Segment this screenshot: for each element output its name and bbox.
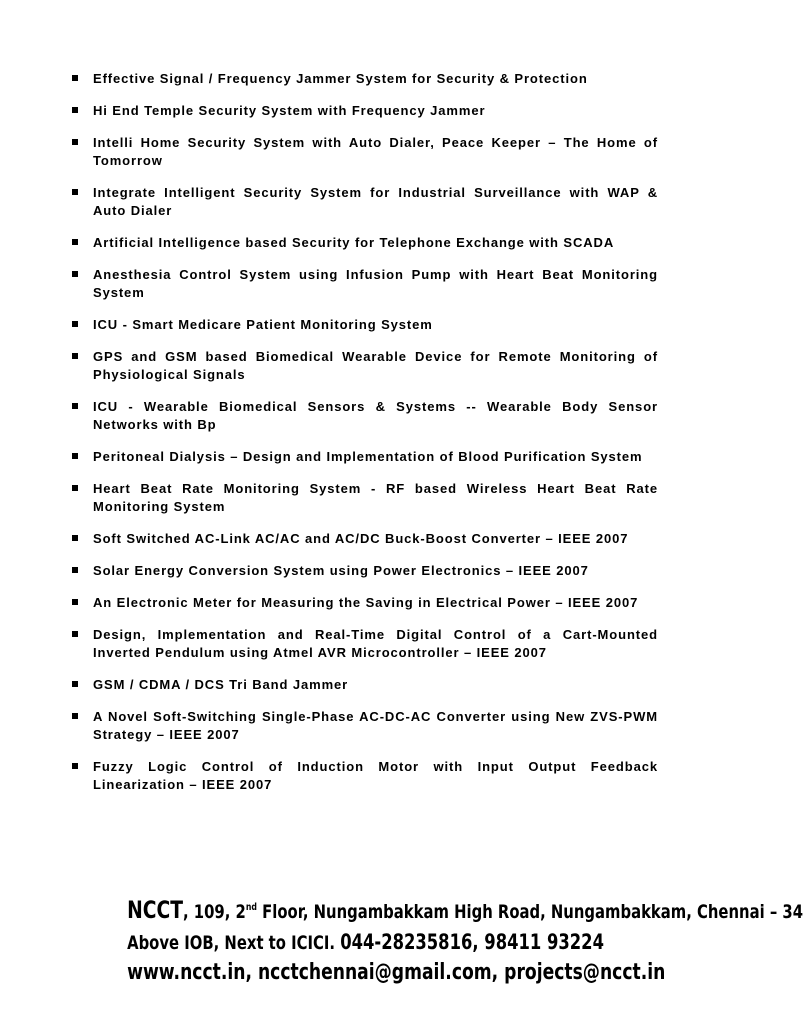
- square-bullet-icon: [72, 239, 78, 245]
- square-bullet-icon: [72, 599, 78, 605]
- list-item: [72, 480, 658, 516]
- square-bullet-icon: [72, 453, 78, 459]
- list-item-text: Solar Energy Conversion System using Power Electronics – IEEE 2007: [93, 563, 589, 578]
- list-item-text: Peritoneal Dialysis – Design and Implementation of Blood Purification System: [93, 449, 643, 464]
- list-item-text: GPS and GSM based Biomedical Wearable Device for Remote Monitoring of Physiological Signals: [93, 349, 658, 382]
- company-name: NCCT: [127, 896, 184, 924]
- square-bullet-icon: [72, 321, 78, 327]
- list-item: [72, 266, 658, 302]
- square-bullet-icon: [72, 353, 78, 359]
- list-item: [72, 234, 658, 252]
- list-item-text: GSM / CDMA / DCS Tri Band Jammer: [93, 677, 349, 692]
- list-item-text: A Novel Soft-Switching Single-Phase AC-DC-AC Converter using New ZVS-PWM Strategy – IEEE 2007: [93, 709, 658, 742]
- list-item-text: Fuzzy Logic Control of Induction Motor with Input Output Feedback Linearization – IEEE 2007: [93, 759, 658, 792]
- list-item: [72, 348, 658, 384]
- square-bullet-icon: [72, 535, 78, 541]
- list-item: [72, 184, 658, 220]
- square-bullet-icon: [72, 189, 78, 195]
- square-bullet-icon: [72, 763, 78, 769]
- list-item-text: Intelli Home Security System with Auto Dialer, Peace Keeper – The Home of Tomorrow: [93, 135, 658, 168]
- footer-web-line: www.ncct.in, ncctchennai@gmail.com, projects@ncct.in: [127, 960, 666, 985]
- square-bullet-icon: [72, 631, 78, 637]
- list-item-text: Artificial Intelligence based Security for Telephone Exchange with SCADA: [93, 235, 615, 250]
- square-bullet-icon: [72, 139, 78, 145]
- address-part-a: , 109, 2: [183, 901, 246, 923]
- list-item: [72, 134, 658, 170]
- list-item-text: Effective Signal / Frequency Jammer System for Security & Protection: [93, 71, 588, 86]
- list-item: [72, 758, 658, 794]
- project-list: [72, 70, 658, 808]
- list-item: [72, 676, 658, 694]
- list-item-text: Integrate Intelligent Security System for Industrial Surveillance with WAP & Auto Dialer: [93, 185, 658, 218]
- list-item: [72, 70, 658, 88]
- list-item-text: ICU - Smart Medicare Patient Monitoring System: [93, 317, 433, 332]
- square-bullet-icon: [72, 271, 78, 277]
- square-bullet-icon: [72, 485, 78, 491]
- square-bullet-icon: [72, 567, 78, 573]
- list-item: [72, 530, 658, 548]
- square-bullet-icon: [72, 713, 78, 719]
- square-bullet-icon: [72, 107, 78, 113]
- list-item: [72, 316, 658, 334]
- list-item: [72, 398, 658, 434]
- list-item: [72, 562, 658, 580]
- address-part-b: Floor, Nungambakkam High Road, Nungambakkam, Chennai – 34: [256, 901, 803, 923]
- list-item: [72, 102, 658, 120]
- square-bullet-icon: [72, 403, 78, 409]
- footer-address-line: [127, 895, 803, 927]
- list-item: [72, 594, 658, 612]
- phone-numbers: 044-28235816, 98411 93224: [340, 930, 604, 954]
- landmark-text: Above IOB, Next to ICICI.: [127, 932, 341, 954]
- square-bullet-icon: [72, 681, 78, 687]
- list-item-text: Heart Beat Rate Monitoring System - RF based Wireless Heart Beat Rate Monitoring System: [93, 481, 658, 514]
- list-item: [72, 626, 658, 662]
- square-bullet-icon: [72, 75, 78, 81]
- list-item-text: ICU - Wearable Biomedical Sensors & Systems -- Wearable Body Sensor Networks with Bp: [93, 399, 658, 432]
- list-item: [72, 448, 658, 466]
- list-item-text: Soft Switched AC-Link AC/AC and AC/DC Buck-Boost Converter – IEEE 2007: [93, 531, 629, 546]
- list-item-text: An Electronic Meter for Measuring the Saving in Electrical Power – IEEE 2007: [93, 595, 639, 610]
- list-item: [72, 708, 658, 744]
- floor-superscript: nd: [245, 902, 257, 913]
- footer-landmark-line: [127, 927, 603, 958]
- list-item-text: Hi End Temple Security System with Frequency Jammer: [93, 103, 486, 118]
- list-item-text: Anesthesia Control System using Infusion Pump with Heart Beat Monitoring System: [93, 267, 658, 300]
- list-item-text: Design, Implementation and Real-Time Digital Control of a Cart-Mounted Inverted Pendulum using Atmel AVR Microcontroller – IEEE 2007: [93, 627, 658, 660]
- contact-footer: [127, 895, 803, 988]
